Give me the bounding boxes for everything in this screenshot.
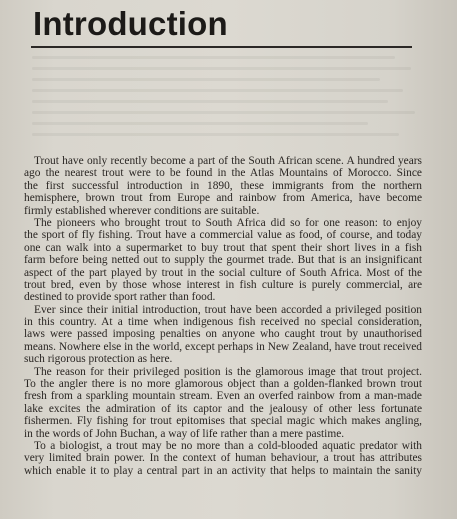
text-line: means. Nowhere else in the world, except perhaps in New Zealand, have trout received bbox=[24, 340, 422, 353]
text-line: destined to provide sport rather than food. bbox=[24, 291, 216, 304]
text-line: the sport of fly fishing. Trout have a commercial value as food, of course, and today bbox=[24, 229, 422, 242]
text-line: fishermen. Fly fishing for trout epitomises that special magic which makes angling, bbox=[24, 415, 422, 428]
text-line: To a biologist, a trout may be no more than a cold-blooded aquatic predator with bbox=[34, 439, 422, 452]
text-line: in the words of John Buchan, a way of life rather than a mere pastime. bbox=[24, 427, 345, 440]
text-line: To the angler there is no more glamorous object than a golden-flanked brown trout bbox=[24, 378, 422, 391]
text-line: firmly established wherever conditions are suitable. bbox=[24, 204, 260, 217]
body-text bbox=[24, 155, 422, 477]
text-line: hemisphere, brown trout from Europe and rainbow from America, have become bbox=[24, 192, 422, 205]
show-through-text bbox=[32, 56, 427, 151]
text-line: The pioneers who brought trout to South Africa did so for one reason: to enjoy bbox=[34, 216, 422, 229]
text-line: such rigorous protection as here. bbox=[24, 353, 173, 366]
paragraph bbox=[24, 155, 422, 217]
text-line: farm before being netted out to supply the gourmet trade. But that is an insignificant bbox=[24, 254, 422, 267]
text-line: Ever since their initial introduction, trout have been accorded a privileged position bbox=[34, 303, 422, 316]
text-line: ago the nearest trout were to be found in the Atlas Mountains of Morocco. Since bbox=[24, 167, 422, 180]
text-line: which enable it to play a central part in an activity that helps to maintain the sanity bbox=[24, 464, 422, 477]
paragraph bbox=[24, 366, 422, 440]
text-line: laws were passed imposing penalties on anyone who caught trout by unauthorised bbox=[24, 328, 422, 341]
heading-rule bbox=[31, 46, 412, 48]
text-line: trout bred, even by those whose interest in fish culture is purely commercial, are bbox=[24, 278, 422, 291]
text-line: lake excites the admiration of its captor and the jealousy of other less fortunate bbox=[24, 402, 422, 415]
paragraph bbox=[24, 440, 422, 477]
text-line: one can walk into a supermarket to buy trout that spent their short lives in a fish bbox=[24, 241, 422, 254]
text-line: fresh from a sparkling mountain stream. Even an overfed rainbow from a man-made bbox=[24, 390, 422, 403]
text-line: Trout have only recently become a part of the South African scene. A hundred years bbox=[34, 155, 422, 167]
text-line: in this country. At a time when indigenous fish received no special consideration, bbox=[24, 316, 422, 329]
paragraph bbox=[24, 217, 422, 304]
text-line: very limited brain power. In the context of human behaviour, a trout has attributes bbox=[24, 452, 422, 465]
chapter-heading: Introduction bbox=[33, 5, 228, 42]
text-line: The reason for their privileged position is the glamorous image that trout project. bbox=[34, 365, 422, 378]
text-line: the first successful introduction in 1890, these immigrants from the northern bbox=[24, 179, 422, 192]
text-line: aspect of the part played by trout in the social culture of South Africa. Most of the bbox=[24, 266, 422, 279]
paragraph bbox=[24, 304, 422, 366]
